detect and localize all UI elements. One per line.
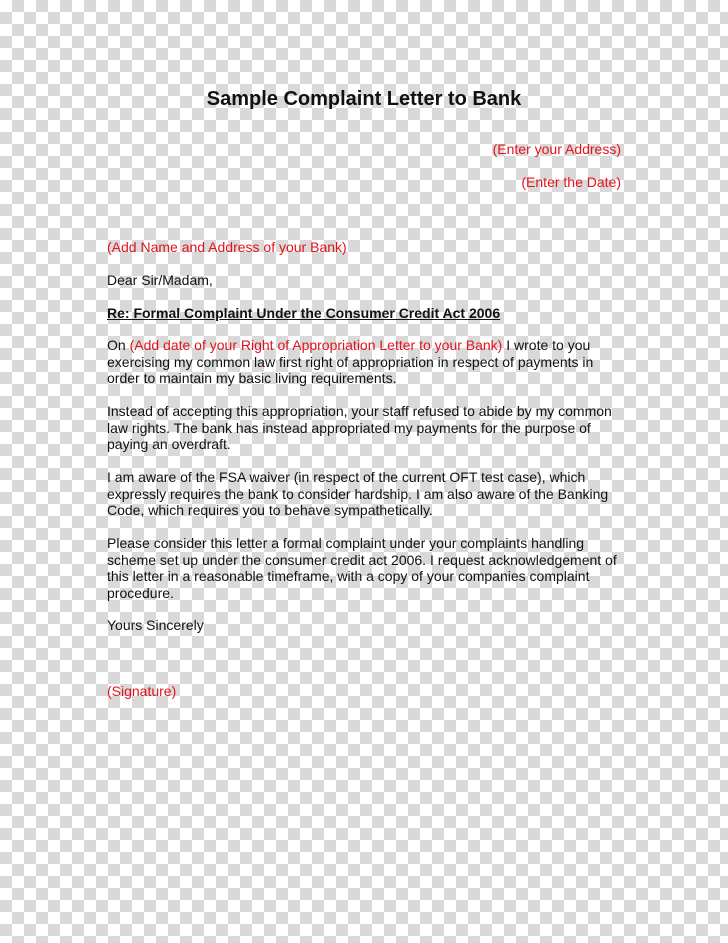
paragraph-4: Please consider this letter a formal complaint under your complaints handling scheme set up under the consumer credit act 2006. I request acknowledgement of this letter in a reasonable timeframe, with a copy of your companies complaint procedure. (107, 535, 617, 601)
closing: Yours Sincerely (107, 617, 204, 633)
bank-address-placeholder: (Add Name and Address of your Bank) (107, 239, 347, 255)
paragraph-2: Instead of accepting this appropriation, your staff refused to abide by my common law rights. The bank has instead appropriated my payments for the purpose of paying an overdraft. (107, 403, 612, 452)
page-title: Sample Complaint Letter to Bank (206, 88, 522, 110)
paragraph-1-prefix: On (107, 337, 130, 353)
date-placeholder: (Enter the Date) (521, 174, 621, 190)
sender-address-placeholder: (Enter your Address) (492, 141, 621, 157)
paragraph-1-text: I wrote to you exercising my common law first right of appropriation in respect of payments in order to maintain my basic living requirements. (107, 337, 594, 386)
paragraph-3: I am aware of the FSA waiver (in respect of the current OFT test case), which expressly requires the bank to consider hardship. I am also aware of the Banking Code, which requires you to behave sympathetically. (107, 469, 609, 518)
subject-line: Re: Formal Complaint Under the Consumer Credit Act 2006 (107, 305, 501, 321)
salutation: Dear Sir/Madam, (107, 272, 213, 288)
appropriation-date-placeholder: (Add date of your Right of Appropriation Letter to your Bank) (129, 337, 503, 353)
paragraph-1 (107, 337, 627, 387)
signature-placeholder: (Signature) (107, 683, 177, 699)
